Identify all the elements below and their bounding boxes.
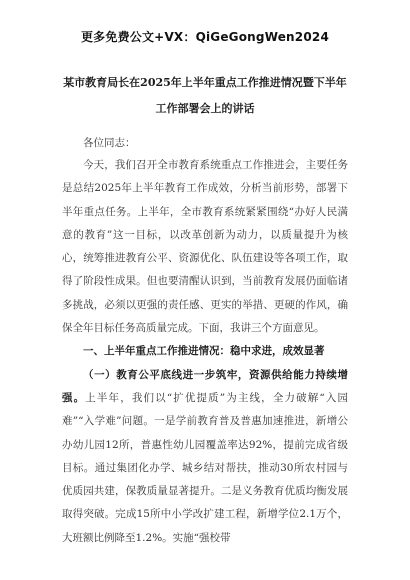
promo-banner: 更多免费公文+VX：QiGeGongWen2024	[80, 30, 329, 44]
subsection-heading-1: （一）教育公平底线进一步筑牢，资源供给能力持续增强。	[62, 368, 348, 404]
salutation: 各位同志：	[83, 137, 136, 149]
document-title-line-1: 某市教育局长在2025年上半年重点工作推进情况暨下半年	[63, 76, 347, 89]
section-heading-1: 一、上半年重点工作推进情况：稳中求进，成效显著	[83, 345, 325, 358]
opening-paragraph: 今天，我们召开全市教育系统重点工作推进会，主要任务是总结2025年上半年教育工作成效，分析当前形势，部署下半年重点任务。上半年，全市教育系统紧紧围绕“办好人民满意的教育”这一目标，以改革创新为动力，以质量提升为核心，统筹推进教育公平、资源优化、队伍建设等各项工作，取得了阶段性成果。但也要清醒认识到，当前教育发展仍面临诸多挑战，必须以更强的责任感、更实的举措、更硬的作风，确保全年目标任务高质量完成。下面，我讲三个方面意见。	[62, 159, 348, 335]
subsection-body-1: 上半年，我们以“扩优提质”为主线，全力破解“入园难”“入学难”问题。一是学前教育普及普惠加速推进，新增公办幼儿园12所，普惠性幼儿园覆盖率达92%，提前完成省级目标。通过集团化办学、城乡结对帮扶，推动30所农村园与优质园共建，保教质量显著提升。二是义务教育优质均衡发展取得突破。完成15所中小学改扩建工程，新增学位2.1万个，大班额比例降至1.2%。实施“强校带	[62, 391, 349, 544]
document-title	[62, 70, 348, 122]
document-title-line-2: 工作部署会上的讲话	[155, 102, 255, 115]
subsection-paragraph-1	[62, 364, 348, 550]
